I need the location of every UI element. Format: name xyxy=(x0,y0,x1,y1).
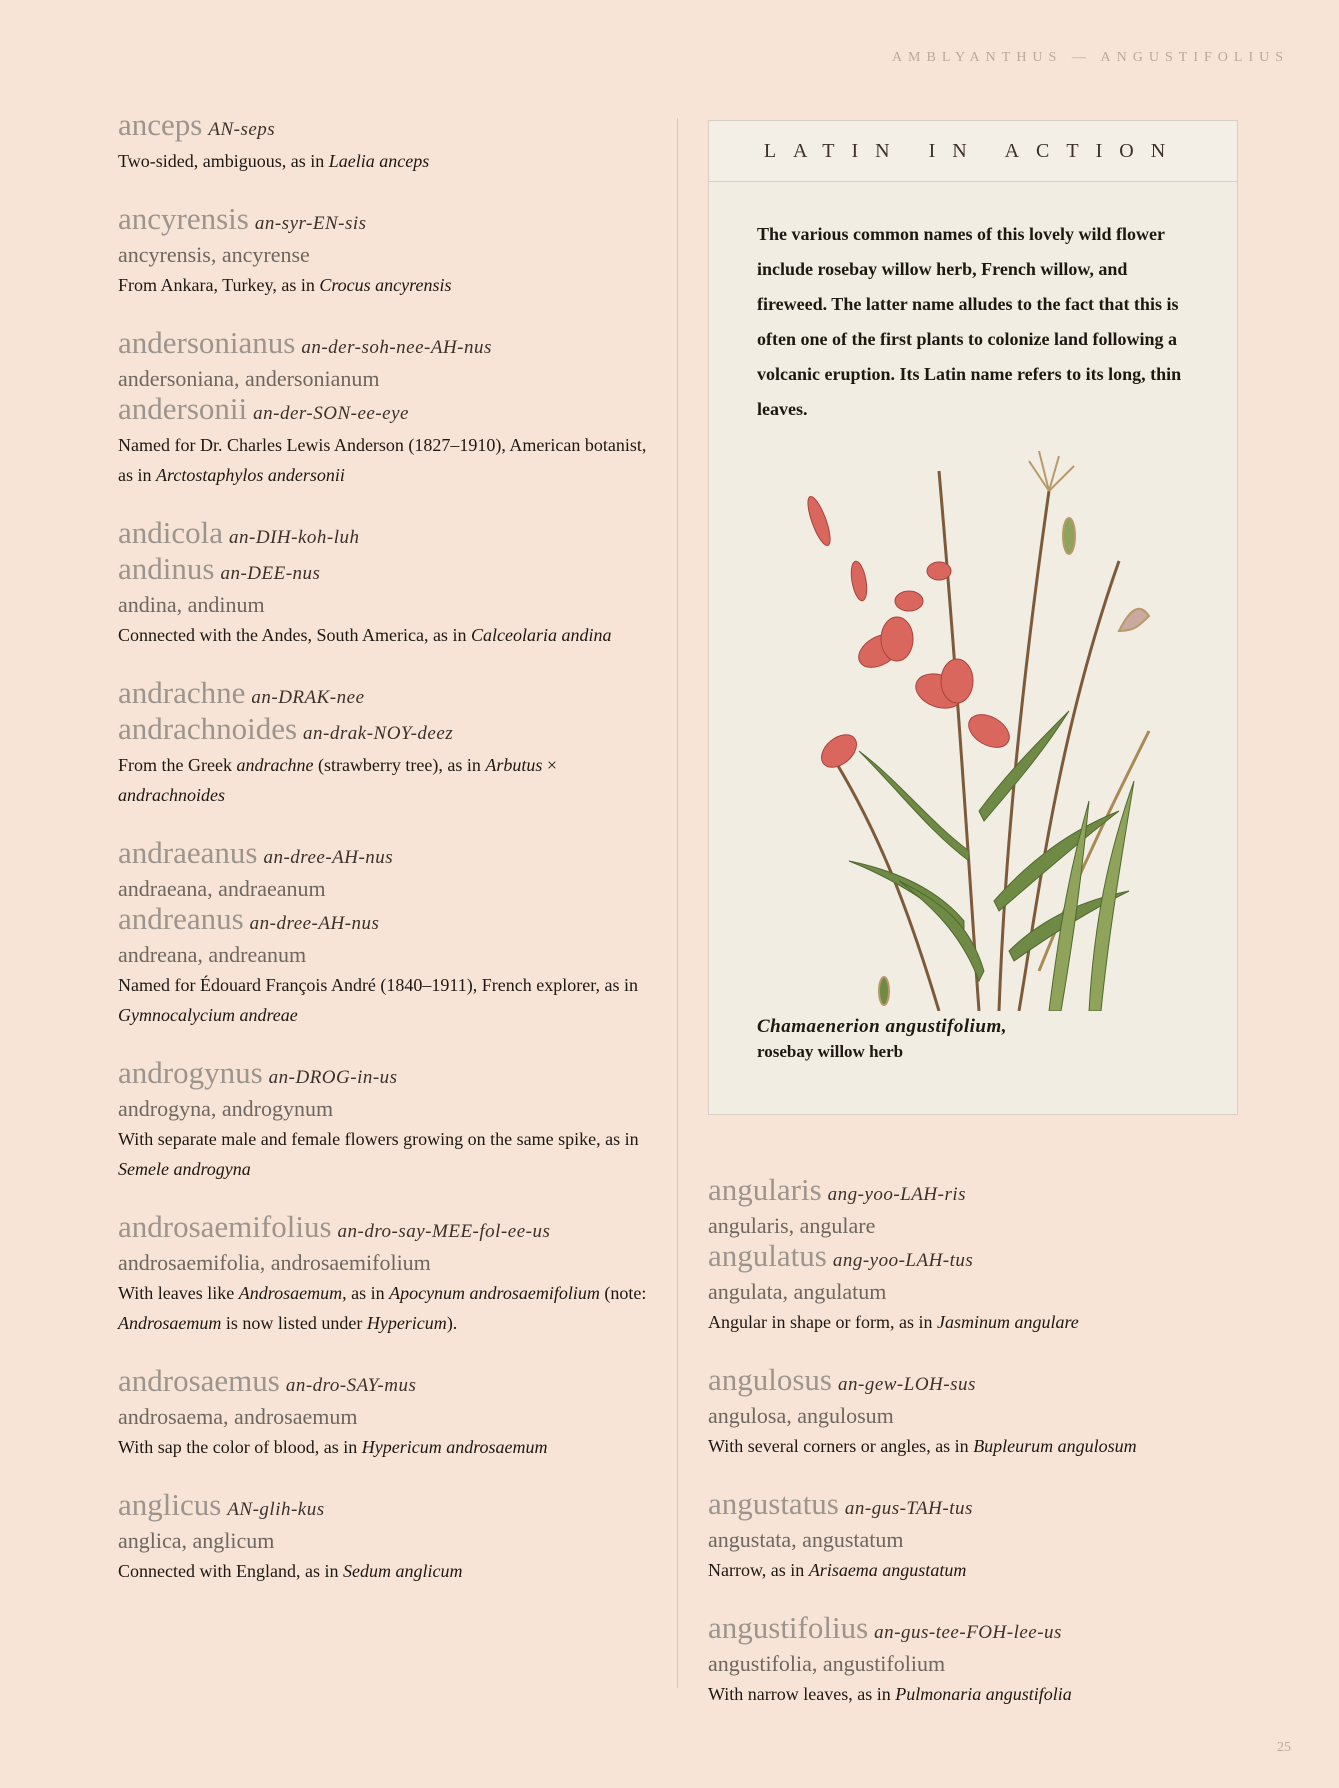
headword: angulatus xyxy=(708,1238,827,1273)
dictionary-entry xyxy=(118,325,658,490)
species-name: Pulmonaria angustifolia xyxy=(895,1684,1072,1704)
definition-text: Two-sided, ambiguous, as in xyxy=(118,151,329,171)
headword: andreanus xyxy=(118,901,244,936)
headword-line xyxy=(118,1055,658,1094)
dictionary-entry xyxy=(118,107,658,176)
definition-text: ). xyxy=(446,1313,458,1333)
headword-line xyxy=(118,1487,658,1526)
headword-line xyxy=(118,107,658,146)
species-name: Laelia anceps xyxy=(328,151,430,171)
definition-text: With sap the color of blood, as in xyxy=(118,1437,362,1457)
dictionary-entry xyxy=(708,1486,1268,1585)
definition-text: is now listed under xyxy=(221,1313,367,1333)
entry-definition xyxy=(708,1555,1268,1585)
dictionary-entry xyxy=(708,1362,1268,1461)
fireweed-illustration xyxy=(789,451,1169,1011)
pronunciation: an-syr-EN-sis xyxy=(254,213,367,234)
dictionary-entry xyxy=(118,1487,658,1586)
inflected-forms: androgyna, androgynum xyxy=(118,1096,334,1121)
caption-latin-name: Chamaenerion angustifolium, xyxy=(757,1016,1008,1037)
sidebar-text: The various common names of this lovely wild flower include rosebay willow herb, French willow, and fireweed. The latter name alludes to the fact that this is often one of the first plants to colonize land following a volcanic eruption. Its Latin name refers to its long, thin leaves. xyxy=(757,224,1182,419)
species-name: Arisaema angustatum xyxy=(808,1560,967,1580)
species-name: Gymnocalycium andreae xyxy=(118,1005,298,1025)
sidebar-header: LATIN IN ACTION xyxy=(709,121,1237,182)
headword-line xyxy=(708,1610,1268,1649)
entry-definition xyxy=(708,1307,1268,1337)
caption-common-name: rosebay willow herb xyxy=(757,1042,904,1061)
headword: angustifolius xyxy=(708,1610,869,1645)
entry-definition xyxy=(118,970,658,1030)
headword: angularis xyxy=(708,1172,822,1207)
pronunciation: ang-yoo-LAH-tus xyxy=(832,1250,974,1271)
headword: anceps xyxy=(118,107,203,142)
entry-definition xyxy=(118,430,658,490)
definition-text: Named for Dr. Charles Lewis Anderson (1827–1910), American botanist, as in xyxy=(118,435,647,485)
definition-text: Narrow, as in xyxy=(708,1560,809,1580)
definition-text: Connected with the Andes, South America, as in xyxy=(118,625,471,645)
column-divider xyxy=(677,118,678,1688)
inflected-forms: androsaemifolia, androsaemifolium xyxy=(118,1250,431,1275)
headword-line xyxy=(708,1172,1268,1211)
inflected-forms: angustifolia, angustifolium xyxy=(708,1651,946,1676)
dictionary-entry xyxy=(118,835,658,1030)
definition-text: (strawberry tree), as in xyxy=(313,755,486,775)
pronunciation: an-dree-AH-nus xyxy=(249,913,380,934)
headword: andraeanus xyxy=(118,835,258,870)
pronunciation: an-der-soh-nee-AH-nus xyxy=(301,337,492,358)
headword: andrachnoides xyxy=(118,711,298,746)
species-name: andrachnoides xyxy=(118,785,225,805)
headword-line xyxy=(118,325,658,364)
headword-line xyxy=(118,391,658,430)
right-column xyxy=(708,1172,1268,1737)
inflected-forms: anglica, anglicum xyxy=(118,1528,275,1553)
left-column xyxy=(118,107,658,1614)
species-name: Hypericum xyxy=(366,1313,447,1333)
species-name: Calceolaria andina xyxy=(470,625,612,645)
dictionary-entry xyxy=(118,1055,658,1184)
pronunciation: an-DROG-in-us xyxy=(268,1067,398,1088)
flowers xyxy=(804,494,1016,774)
pronunciation: an-DRAK-nee xyxy=(251,687,365,708)
inflected-forms: angulata, angulatum xyxy=(708,1279,887,1304)
entry-definition xyxy=(118,146,658,176)
definition-text: From the Greek xyxy=(118,755,237,775)
inflected-forms: androsaema, androsaemum xyxy=(118,1404,358,1429)
dictionary-entry xyxy=(118,675,658,810)
definition-text: With separate male and female flowers growing on the same spike, as in xyxy=(118,1129,639,1149)
species-name: Apocynum androsaemifolium xyxy=(389,1283,600,1303)
definition-text: Angular in shape or form, as in xyxy=(708,1312,937,1332)
headword: angulosus xyxy=(708,1362,832,1397)
inflected-forms: andina, andinum xyxy=(118,592,265,617)
species-name: Arbutus xyxy=(485,755,543,775)
entry-definition xyxy=(118,1124,658,1184)
entry-definition xyxy=(708,1679,1268,1709)
inflected-forms: andersoniana, andersonianum xyxy=(118,366,380,391)
headword: andersonii xyxy=(118,391,248,426)
dictionary-entry xyxy=(118,201,658,300)
species-name: Androsaemum xyxy=(118,1313,222,1333)
dictionary-entry xyxy=(118,1363,658,1462)
species-name: Sedum anglicum xyxy=(342,1561,463,1581)
pronunciation: an-gew-LOH-sus xyxy=(838,1374,976,1395)
definition-text: (note: xyxy=(599,1283,647,1303)
headword: andrachne xyxy=(118,675,246,710)
definition-text: With narrow leaves, as in xyxy=(708,1684,896,1704)
inflected-forms: andreana, andreanum xyxy=(118,942,307,967)
dictionary-entry xyxy=(118,1209,658,1338)
species-name: Androsaemum xyxy=(238,1283,343,1303)
pronunciation: an-drak-NOY-deez xyxy=(303,723,454,744)
definition-text: , as in xyxy=(342,1283,390,1303)
inflected-forms: angustata, angustatum xyxy=(708,1527,904,1552)
headword-line xyxy=(118,835,658,874)
pronunciation: an-DIH-koh-luh xyxy=(229,527,360,548)
entry-definition xyxy=(118,1556,658,1586)
species-name: andrachne xyxy=(236,755,314,775)
illustration-caption xyxy=(757,1016,1197,1062)
headword: androgynus xyxy=(118,1055,263,1090)
species-name: Jasminum angulare xyxy=(936,1312,1079,1332)
definition-text: With leaves like xyxy=(118,1283,239,1303)
headword-line xyxy=(118,1363,658,1402)
entry-definition xyxy=(118,1278,658,1338)
headword-line xyxy=(118,201,658,240)
inflected-forms: angulosa, angulosum xyxy=(708,1403,894,1428)
entry-definition xyxy=(118,620,658,650)
entry-definition xyxy=(118,1432,658,1462)
entry-definition xyxy=(708,1431,1268,1461)
headword-line xyxy=(118,515,658,554)
pronunciation: an-dro-SAY-mus xyxy=(285,1375,417,1396)
leaves xyxy=(849,711,1134,1011)
inflected-forms: ancyrensis, ancyrense xyxy=(118,242,310,267)
definition-text: Named for Édouard François André (1840–1911), French explorer, as in xyxy=(118,975,638,995)
species-name: Bupleurum angulosum xyxy=(973,1436,1137,1456)
species-name: Arctostaphylos andersonii xyxy=(156,465,345,485)
latin-in-action-sidebar xyxy=(708,120,1238,1115)
headword-line xyxy=(708,1486,1268,1525)
pronunciation: AN-seps xyxy=(208,119,276,140)
headword: ancyrensis xyxy=(118,201,249,236)
definition-text: From Ankara, Turkey, as in xyxy=(118,275,320,295)
headword: androsaemus xyxy=(118,1363,280,1398)
headword: androsaemifolius xyxy=(118,1209,332,1244)
inflected-forms: angularis, angulare xyxy=(708,1213,876,1238)
pronunciation: an-dro-say-MEE-fol-ee-us xyxy=(337,1221,551,1242)
headword-line xyxy=(118,711,658,750)
entry-definition xyxy=(118,750,658,810)
headword-line xyxy=(118,901,658,940)
definition-text: With several corners or angles, as in xyxy=(708,1436,974,1456)
pronunciation: AN-glih-kus xyxy=(227,1499,325,1520)
headword: andinus xyxy=(118,551,215,586)
species-name: Hypericum androsaemum xyxy=(361,1437,548,1457)
headword-line xyxy=(118,551,658,590)
pronunciation: ang-yoo-LAH-ris xyxy=(827,1184,967,1205)
definition-text: × xyxy=(542,755,558,775)
headword-line xyxy=(708,1362,1268,1401)
headword: angustatus xyxy=(708,1486,839,1521)
headword-line xyxy=(118,675,658,714)
running-head: AMBLYANTHUS — ANGUSTIFOLIUS xyxy=(891,50,1289,65)
entry-definition xyxy=(118,270,658,300)
inflected-forms: andraeana, andraeanum xyxy=(118,876,326,901)
species-name: Crocus ancyrensis xyxy=(319,275,452,295)
page-number: 25 xyxy=(1277,1740,1291,1755)
headword: andersonianus xyxy=(118,325,296,360)
pronunciation: an-DEE-nus xyxy=(220,563,321,584)
pronunciation: an-gus-TAH-tus xyxy=(844,1498,973,1519)
headword-line xyxy=(118,1209,658,1248)
species-name: Semele androgyna xyxy=(118,1159,251,1179)
pronunciation: an-der-SON-ee-eye xyxy=(253,403,409,424)
dictionary-entry xyxy=(708,1610,1268,1709)
dictionary-entry xyxy=(118,515,658,650)
definition-text: Connected with England, as in xyxy=(118,1561,343,1581)
dictionary-entry xyxy=(708,1172,1268,1337)
headword-line xyxy=(708,1238,1268,1277)
pronunciation: an-gus-tee-FOH-lee-us xyxy=(874,1622,1062,1643)
headword: andicola xyxy=(118,515,224,550)
pronunciation: an-dree-AH-nus xyxy=(263,847,394,868)
headword: anglicus xyxy=(118,1487,222,1522)
